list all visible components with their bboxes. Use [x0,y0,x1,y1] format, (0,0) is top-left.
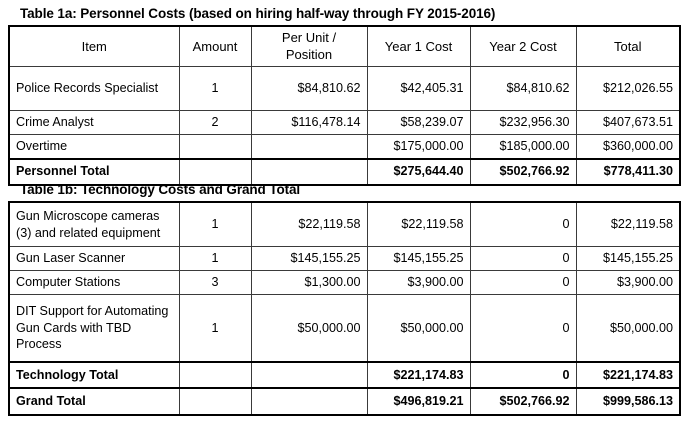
cell-year-2: 0 [470,295,576,363]
cell-amount [179,362,251,388]
table-row [9,271,680,295]
column-header-amount: Amount [179,26,251,66]
cell-per-unit: $1,300.00 [251,271,367,295]
cell-year-1: $58,239.07 [367,110,470,134]
table-1a-title: Table 1a: Personnel Costs (based on hiring half-way through FY 2015-2016) [20,6,496,21]
cell-amount: 1 [179,247,251,271]
column-header-per-unit [251,26,367,66]
cell-year-2: $232,956.30 [470,110,576,134]
column-header-item: Item [9,26,179,66]
table-row [9,247,680,271]
table-row [9,295,680,363]
column-header-year-1-cost: Year 1 Cost [367,26,470,66]
cell-item: Personnel Total [9,159,179,185]
cell-year-1: $275,644.40 [367,159,470,185]
table-1a-header [9,26,680,66]
cell-per-unit: $116,478.14 [251,110,367,134]
cell-year-1: $496,819.21 [367,388,470,415]
cell-total: $212,026.55 [576,66,680,110]
cell-per-unit [251,159,367,185]
table-1b-block [8,182,679,416]
cell-amount [179,134,251,159]
table-1b-title: Table 1b: Technology Costs and Grand Total [20,182,301,197]
cell-per-unit: $84,810.62 [251,66,367,110]
cell-year-1: $22,119.58 [367,202,470,247]
column-header-year-2-cost: Year 2 Cost [470,26,576,66]
personnel-costs-table [8,25,681,186]
technology-total-row [9,362,680,388]
cell-amount: 3 [179,271,251,295]
per-unit-line-2: Position [285,47,333,63]
table-row [9,202,680,247]
cell-year-2: 0 [470,362,576,388]
cell-item: Police Records Specialist [9,66,179,110]
cell-total: $145,155.25 [576,247,680,271]
cell-total: $999,586.13 [576,388,680,415]
cell-amount [179,388,251,415]
table-row [9,110,680,134]
table-1a-body [9,66,680,185]
table-row [9,66,680,110]
cell-per-unit [251,362,367,388]
cell-total: $3,900.00 [576,271,680,295]
cell-per-unit [251,134,367,159]
cell-year-2: $84,810.62 [470,66,576,110]
cell-year-2: 0 [470,202,576,247]
column-header-total: Total [576,26,680,66]
cell-year-2: $502,766.92 [470,159,576,185]
table-1a-block [8,6,679,186]
table-row [9,134,680,159]
cell-year-1: $145,155.25 [367,247,470,271]
cell-per-unit: $50,000.00 [251,295,367,363]
cell-amount: 1 [179,66,251,110]
cell-amount: 2 [179,110,251,134]
cell-item: Overtime [9,134,179,159]
cell-total: $221,174.83 [576,362,680,388]
cell-total: $407,673.51 [576,110,680,134]
cell-year-1: $175,000.00 [367,134,470,159]
cell-item: Computer Stations [9,271,179,295]
cell-per-unit: $145,155.25 [251,247,367,271]
cell-amount: 1 [179,295,251,363]
cell-per-unit: $22,119.58 [251,202,367,247]
per-unit-line-1: Per Unit / [281,30,337,45]
cell-item: Gun Laser Scanner [9,247,179,271]
cell-item: Technology Total [9,362,179,388]
cell-year-1: $42,405.31 [367,66,470,110]
cell-item: Grand Total [9,388,179,415]
cell-year-1: $50,000.00 [367,295,470,363]
cell-year-2: 0 [470,247,576,271]
cell-amount [179,159,251,185]
cell-total: $22,119.58 [576,202,680,247]
cell-total: $50,000.00 [576,295,680,363]
cell-item: Gun Microscope cameras (3) and related equipment [9,202,179,247]
cell-year-2: $502,766.92 [470,388,576,415]
technology-costs-table [8,201,681,416]
table-1b-body [9,202,680,415]
cell-year-2: 0 [470,271,576,295]
cell-total: $778,411.30 [576,159,680,185]
cell-year-1: $221,174.83 [367,362,470,388]
cell-item: Crime Analyst [9,110,179,134]
cell-item: DIT Support for Automating Gun Cards with TBD Process [9,295,179,363]
cell-year-2: $185,000.00 [470,134,576,159]
cell-amount: 1 [179,202,251,247]
grand-total-row [9,388,680,415]
header-row [9,26,680,66]
personnel-total-row [9,159,680,185]
cell-year-1: $3,900.00 [367,271,470,295]
cell-per-unit [251,388,367,415]
cell-total: $360,000.00 [576,134,680,159]
